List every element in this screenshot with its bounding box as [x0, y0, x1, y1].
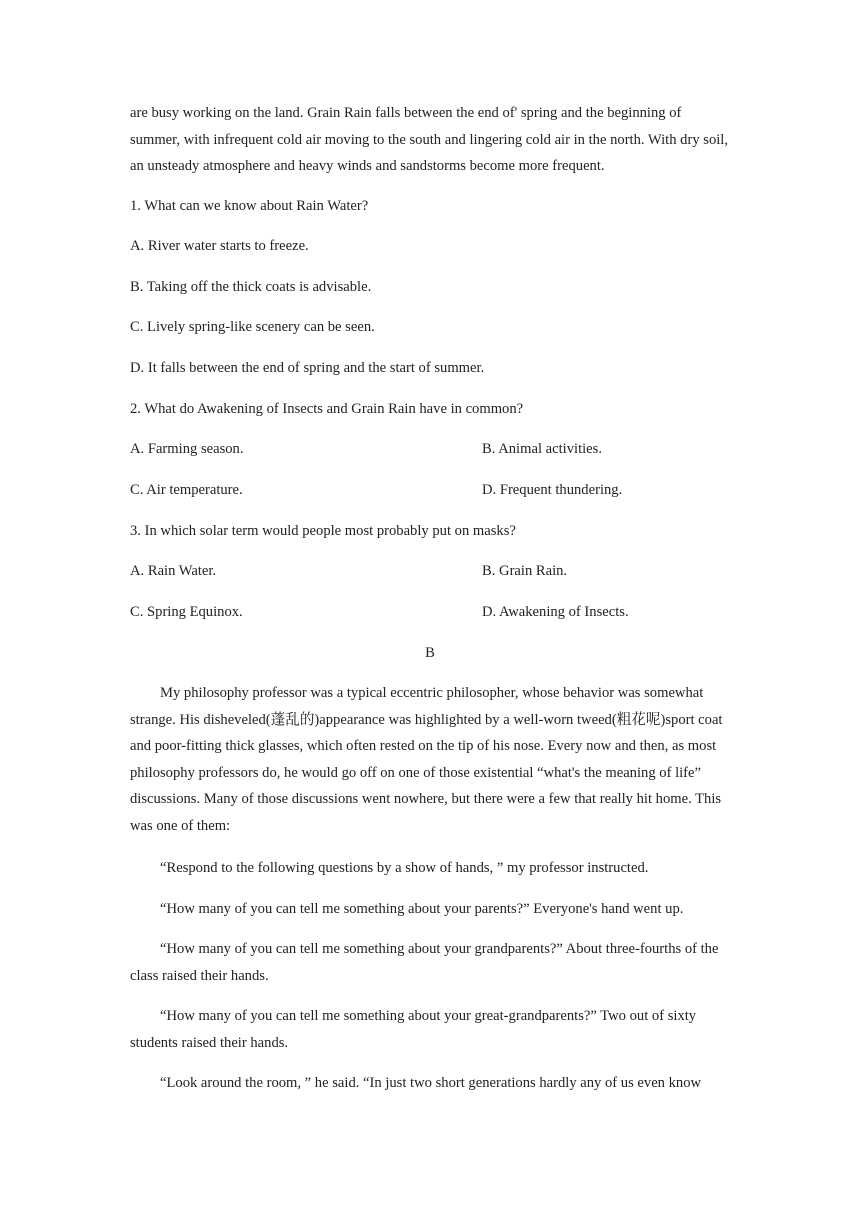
question-1-option-b: B. Taking off the thick coats is advisable.: [130, 279, 372, 295]
question-3-options-row-2: [130, 602, 730, 622]
question-2-options-row-2: [130, 480, 730, 500]
passage-b-paragraph-5: “How many of you can tell me something about your great-grandparents?” Two out of sixty students raised their hands.: [130, 1008, 697, 1051]
question-1-option-a: A. River water starts to freeze.: [130, 238, 309, 254]
question-1-stem: 1. What can we know about Rain Water?: [130, 198, 369, 214]
passage-b-paragraph-3: “How many of you can tell me something about your parents?” Everyone's hand went up.: [160, 901, 684, 917]
question-2-option-c: C. Air temperature.: [130, 482, 243, 498]
question-2-option-d: D. Frequent thundering.: [482, 482, 623, 498]
question-2-option-a: A. Farming season.: [130, 441, 244, 457]
question-2-options-row-1: [130, 439, 730, 459]
question-2-option-b: B. Animal activities.: [482, 441, 602, 457]
question-1-option-d: D. It falls between the end of spring and the start of summer.: [130, 360, 485, 376]
question-3-stem: 3. In which solar term would people most probably put on masks?: [130, 523, 516, 539]
question-3-option-b: B. Grain Rain.: [482, 563, 568, 579]
question-1-option-c: C. Lively spring-like scenery can be seen.: [130, 319, 375, 335]
section-b-heading: B: [425, 645, 435, 661]
question-3-option-a: A. Rain Water.: [130, 563, 217, 579]
passage-a-ending: are busy working on the land. Grain Rain falls between the end of' spring and the beginning of summer, with infrequent cold air moving to the south and lingering cold air in the north. With dry soil, an unsteady atmosphere and heavy winds and sandstorms become more frequent.: [130, 105, 729, 174]
passage-b-paragraph-4: “How many of you can tell me something about your grandparents?” About three-fourths of the class raised their hands.: [130, 941, 719, 984]
question-3-option-c: C. Spring Equinox.: [130, 604, 243, 620]
passage-b-paragraph-6: “Look around the room, ” he said. “In just two short generations hardly any of us even know: [160, 1075, 702, 1091]
question-3-options-row-1: [130, 561, 730, 581]
passage-b-paragraph-2: “Respond to the following questions by a show of hands, ” my professor instructed.: [160, 860, 649, 876]
question-3-option-d: D. Awakening of Insects.: [482, 604, 629, 620]
passage-b-paragraph-1: My philosophy professor was a typical eccentric philosopher, whose behavior was somewhat strange. His disheveled(蓬乱的)appearance was highlighted by a well-worn tweed(粗花呢)sport coat and poor-fitting thick glasses, which often rested on the tip of his nose. Every now and then, as most philosophy professors do, he would go off on one of those existential “what's the meaning of life” discussions. Many of those discussions went nowhere, but there were a few that really hit home. This was one of them:: [130, 685, 723, 834]
question-2-stem: 2. What do Awakening of Insects and Grain Rain have in common?: [130, 401, 524, 417]
